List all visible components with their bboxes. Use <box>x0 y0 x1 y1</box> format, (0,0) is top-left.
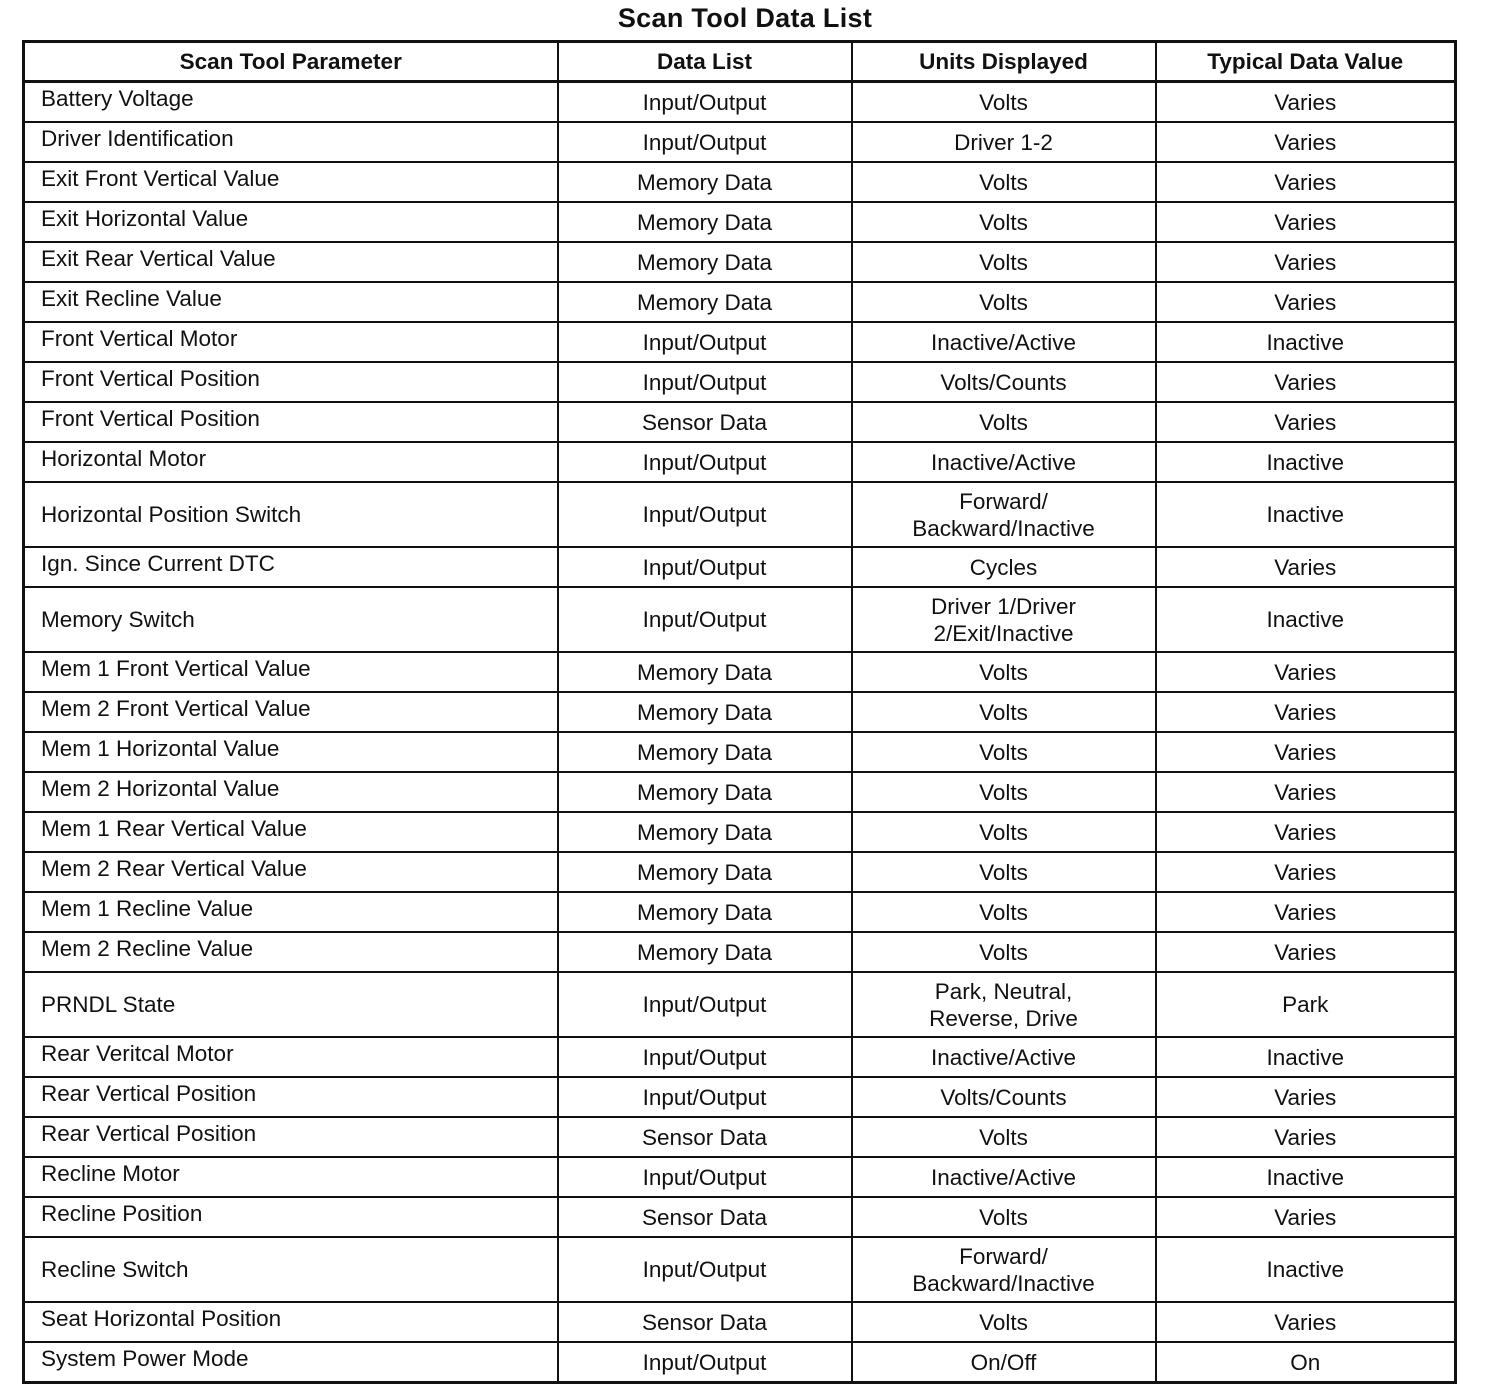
units-cell: Volts <box>852 852 1156 892</box>
units-cell: Volts <box>852 202 1156 242</box>
data-list-cell: Memory Data <box>558 772 852 812</box>
data-list-cell: Memory Data <box>558 692 852 732</box>
table-row <box>24 1157 1456 1197</box>
typical-value-cell: Varies <box>1156 812 1456 852</box>
parameter-cell: Mem 2 Front Vertical Value <box>24 692 558 732</box>
typical-value-cell: Inactive <box>1156 482 1456 547</box>
parameter-cell: Ign. Since Current DTC <box>24 547 558 587</box>
table-row <box>24 1117 1456 1157</box>
parameter-cell: Recline Switch <box>24 1237 558 1302</box>
typical-value-cell: Varies <box>1156 1117 1456 1157</box>
units-cell: Volts <box>852 282 1156 322</box>
table-row <box>24 892 1456 932</box>
parameter-cell: Seat Horizontal Position <box>24 1302 558 1342</box>
table-row <box>24 1342 1456 1383</box>
parameter-cell: Front Vertical Motor <box>24 322 558 362</box>
typical-value-cell: Varies <box>1156 402 1456 442</box>
parameter-cell: Rear Vertical Position <box>24 1117 558 1157</box>
units-cell: Volts <box>852 242 1156 282</box>
header-typical-data-value: Typical Data Value <box>1156 42 1456 82</box>
typical-value-cell: Varies <box>1156 1197 1456 1237</box>
table-header-row <box>24 42 1456 82</box>
table-row <box>24 692 1456 732</box>
table-row <box>24 122 1456 162</box>
table-row <box>24 202 1456 242</box>
typical-value-cell: Varies <box>1156 362 1456 402</box>
units-cell: Volts/Counts <box>852 1077 1156 1117</box>
typical-value-cell: Varies <box>1156 772 1456 812</box>
table-row <box>24 772 1456 812</box>
typical-value-cell: Varies <box>1156 1077 1456 1117</box>
data-list-cell: Input/Output <box>558 122 852 162</box>
parameter-cell: Horizontal Motor <box>24 442 558 482</box>
scan-tool-data-table <box>22 40 1457 1384</box>
data-list-cell: Input/Output <box>558 1077 852 1117</box>
parameter-cell: Mem 1 Rear Vertical Value <box>24 812 558 852</box>
parameter-cell: Recline Position <box>24 1197 558 1237</box>
parameter-cell: Horizontal Position Switch <box>24 482 558 547</box>
typical-value-cell: Varies <box>1156 162 1456 202</box>
table-row <box>24 1077 1456 1117</box>
typical-value-cell: Inactive <box>1156 587 1456 652</box>
header-data-list: Data List <box>558 42 852 82</box>
parameter-cell: Front Vertical Position <box>24 402 558 442</box>
parameter-cell: Exit Front Vertical Value <box>24 162 558 202</box>
parameter-cell: Mem 2 Horizontal Value <box>24 772 558 812</box>
parameter-cell: Mem 1 Front Vertical Value <box>24 652 558 692</box>
typical-value-cell: Varies <box>1156 202 1456 242</box>
typical-value-cell: Varies <box>1156 692 1456 732</box>
data-list-cell: Memory Data <box>558 242 852 282</box>
table-row <box>24 587 1456 652</box>
typical-value-cell: Varies <box>1156 82 1456 123</box>
table-row <box>24 162 1456 202</box>
typical-value-cell: Varies <box>1156 1302 1456 1342</box>
typical-value-cell: Varies <box>1156 732 1456 772</box>
units-cell: Volts <box>852 692 1156 732</box>
units-cell: Volts <box>852 932 1156 972</box>
units-cell: Volts <box>852 772 1156 812</box>
units-cell: Volts <box>852 732 1156 772</box>
typical-value-cell: On <box>1156 1342 1456 1383</box>
units-cell: Volts <box>852 1197 1156 1237</box>
table-row <box>24 322 1456 362</box>
data-list-cell: Memory Data <box>558 732 852 772</box>
table-row <box>24 82 1456 123</box>
typical-value-cell: Inactive <box>1156 322 1456 362</box>
units-cell: Volts <box>852 162 1156 202</box>
parameter-cell: System Power Mode <box>24 1342 558 1383</box>
data-list-cell: Sensor Data <box>558 402 852 442</box>
data-list-cell: Input/Output <box>558 322 852 362</box>
typical-value-cell: Varies <box>1156 242 1456 282</box>
table-row <box>24 932 1456 972</box>
units-cell: Forward/ Backward/Inactive <box>852 482 1156 547</box>
table-row <box>24 732 1456 772</box>
typical-value-cell: Varies <box>1156 652 1456 692</box>
table-row <box>24 547 1456 587</box>
data-list-cell: Sensor Data <box>558 1117 852 1157</box>
data-list-cell: Input/Output <box>558 587 852 652</box>
units-cell: Volts <box>852 82 1156 123</box>
units-cell: Inactive/Active <box>852 442 1156 482</box>
parameter-cell: Exit Recline Value <box>24 282 558 322</box>
parameter-cell: PRNDL State <box>24 972 558 1037</box>
table-row <box>24 972 1456 1037</box>
units-cell: Volts <box>852 1117 1156 1157</box>
data-list-cell: Memory Data <box>558 162 852 202</box>
typical-value-cell: Inactive <box>1156 1237 1456 1302</box>
data-list-cell: Sensor Data <box>558 1302 852 1342</box>
data-list-cell: Memory Data <box>558 892 852 932</box>
table-row <box>24 282 1456 322</box>
parameter-cell: Mem 1 Recline Value <box>24 892 558 932</box>
units-cell: Cycles <box>852 547 1156 587</box>
data-list-cell: Input/Output <box>558 972 852 1037</box>
units-cell: Volts <box>852 1302 1156 1342</box>
units-cell: Inactive/Active <box>852 1037 1156 1077</box>
data-list-cell: Input/Output <box>558 1237 852 1302</box>
data-list-cell: Input/Output <box>558 1342 852 1383</box>
page-title: Scan Tool Data List <box>617 3 873 33</box>
parameter-cell: Memory Switch <box>24 587 558 652</box>
data-list-cell: Memory Data <box>558 852 852 892</box>
data-list-cell: Input/Output <box>558 82 852 123</box>
data-list-cell: Input/Output <box>558 442 852 482</box>
table-row <box>24 402 1456 442</box>
typical-value-cell: Park <box>1156 972 1456 1037</box>
units-cell: Forward/ Backward/Inactive <box>852 1237 1156 1302</box>
units-cell: Volts <box>852 402 1156 442</box>
units-cell: Volts <box>852 892 1156 932</box>
table-row <box>24 362 1456 402</box>
data-list-cell: Memory Data <box>558 652 852 692</box>
typical-value-cell: Varies <box>1156 892 1456 932</box>
data-list-cell: Sensor Data <box>558 1197 852 1237</box>
header-scan-tool-parameter: Scan Tool Parameter <box>24 42 558 82</box>
typical-value-cell: Varies <box>1156 122 1456 162</box>
parameter-cell: Mem 1 Horizontal Value <box>24 732 558 772</box>
parameter-cell: Driver Identification <box>24 122 558 162</box>
table-row <box>24 812 1456 852</box>
typical-value-cell: Inactive <box>1156 1037 1456 1077</box>
table-row <box>24 1302 1456 1342</box>
units-cell: Driver 1-2 <box>852 122 1156 162</box>
parameter-cell: Front Vertical Position <box>24 362 558 402</box>
parameter-cell: Rear Vertical Position <box>24 1077 558 1117</box>
data-list-cell: Input/Output <box>558 362 852 402</box>
units-cell: On/Off <box>852 1342 1156 1383</box>
parameter-cell: Mem 2 Rear Vertical Value <box>24 852 558 892</box>
units-cell: Driver 1/Driver 2/Exit/Inactive <box>852 587 1156 652</box>
parameter-cell: Mem 2 Recline Value <box>24 932 558 972</box>
parameter-cell: Battery Voltage <box>24 82 558 123</box>
typical-value-cell: Varies <box>1156 547 1456 587</box>
data-list-cell: Memory Data <box>558 812 852 852</box>
table-row <box>24 482 1456 547</box>
table-row <box>24 1037 1456 1077</box>
table-row <box>24 1237 1456 1302</box>
data-list-cell: Input/Output <box>558 1037 852 1077</box>
data-list-cell: Input/Output <box>558 482 852 547</box>
units-cell: Inactive/Active <box>852 1157 1156 1197</box>
data-list-cell: Memory Data <box>558 202 852 242</box>
parameter-cell: Exit Rear Vertical Value <box>24 242 558 282</box>
table-row <box>24 242 1456 282</box>
units-cell: Inactive/Active <box>852 322 1156 362</box>
data-list-cell: Memory Data <box>558 932 852 972</box>
typical-value-cell: Varies <box>1156 932 1456 972</box>
typical-value-cell: Varies <box>1156 282 1456 322</box>
data-list-cell: Memory Data <box>558 282 852 322</box>
data-list-cell: Input/Output <box>558 547 852 587</box>
header-units-displayed: Units Displayed <box>852 42 1156 82</box>
table-row <box>24 652 1456 692</box>
units-cell: Volts/Counts <box>852 362 1156 402</box>
table-row <box>24 1197 1456 1237</box>
typical-value-cell: Varies <box>1156 852 1456 892</box>
data-list-cell: Input/Output <box>558 1157 852 1197</box>
units-cell: Volts <box>852 812 1156 852</box>
parameter-cell: Rear Veritcal Motor <box>24 1037 558 1077</box>
units-cell: Park, Neutral, Reverse, Drive <box>852 972 1156 1037</box>
typical-value-cell: Inactive <box>1156 1157 1456 1197</box>
typical-value-cell: Inactive <box>1156 442 1456 482</box>
units-cell: Volts <box>852 652 1156 692</box>
parameter-cell: Recline Motor <box>24 1157 558 1197</box>
table-row <box>24 852 1456 892</box>
parameter-cell: Exit Horizontal Value <box>24 202 558 242</box>
table-row <box>24 442 1456 482</box>
